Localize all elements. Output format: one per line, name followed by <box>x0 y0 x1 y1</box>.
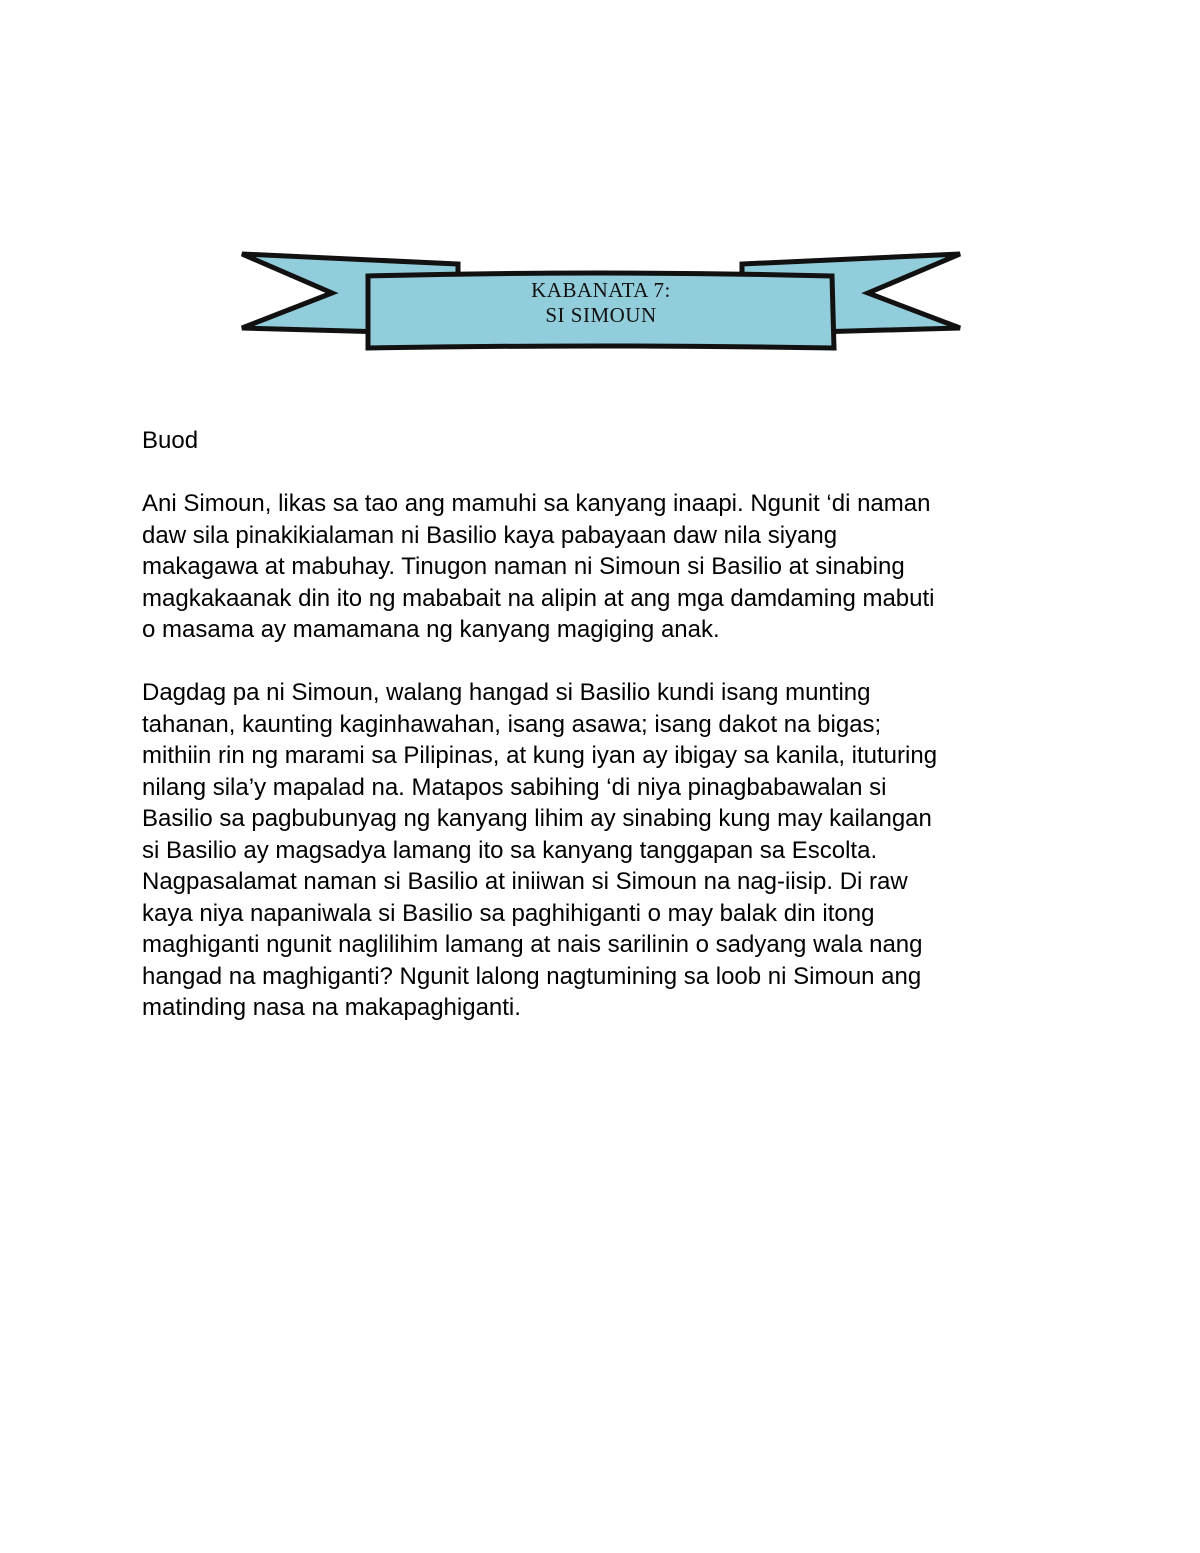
chapter-name: SI SIMOUN <box>545 303 657 327</box>
paragraph-line: makagawa at mabuhay. Tinugon naman ni Simoun si Basilio at sinabing <box>142 553 905 580</box>
paragraph-line: mithiin rin ng marami sa Pilipinas, at kung iyan ay ibigay sa kanila, ituturing <box>142 742 938 769</box>
chapter-number: KABANATA 7: <box>531 278 671 302</box>
paragraph-line: maghiganti ngunit naglilihim lamang at nais sarilinin o sadyang wala nang <box>142 931 923 958</box>
section-heading: Buod <box>142 427 199 454</box>
paragraph-line: daw sila pinakikialaman ni Basilio kaya pabayaan daw nila siyang <box>142 521 838 549</box>
paragraph-line: magkakaanak din ito ng mababait na alipin at ang mga damdaming mabuti <box>142 584 935 612</box>
paragraph-line: si Basilio ay magsadya lamang ito sa kanyang tanggapan sa Escolta. <box>142 836 878 864</box>
document-body <box>142 425 1062 1055</box>
summary-paragraph-2 <box>142 677 1062 1024</box>
paragraph-line: hangad na maghiganti? Ngunit lalong nagtumining sa loob ni Simoun ang <box>142 962 922 990</box>
paragraph-line: matinding nasa na makapaghiganti. <box>142 994 521 1021</box>
summary-paragraph-1 <box>142 488 1062 646</box>
paragraph-line: o masama ay mamamana ng kanyang magiging anak. <box>142 616 720 643</box>
paragraph-line: Basilio sa pagbubunyag ng kanyang lihim ay sinabing kung may kailangan <box>142 805 932 832</box>
paragraph-line: Dagdag pa ni Simoun, walang hangad si Basilio kundi isang munting <box>142 679 871 706</box>
paragraph-line: tahanan, kaunting kaginhawahan, isang asawa; isang dakot na bigas; <box>142 710 882 738</box>
paragraph-line: kaya niya napaniwala si Basilio sa paghihiganti o may balak din itong <box>142 899 875 927</box>
paragraph-line: Ani Simoun, likas sa tao ang mamuhi sa kanyang inaapi. Ngunit ‘di naman <box>142 490 931 517</box>
chapter-title-banner <box>236 248 966 360</box>
paragraph-line: nilang sila’y mapalad na. Matapos sabihing ‘di niya pinagbabawalan si <box>142 773 887 801</box>
paragraph-line: Nagpasalamat naman si Basilio at iniiwan si Simoun na nag-iisip. Di raw <box>142 868 908 895</box>
chapter-title <box>370 278 832 328</box>
